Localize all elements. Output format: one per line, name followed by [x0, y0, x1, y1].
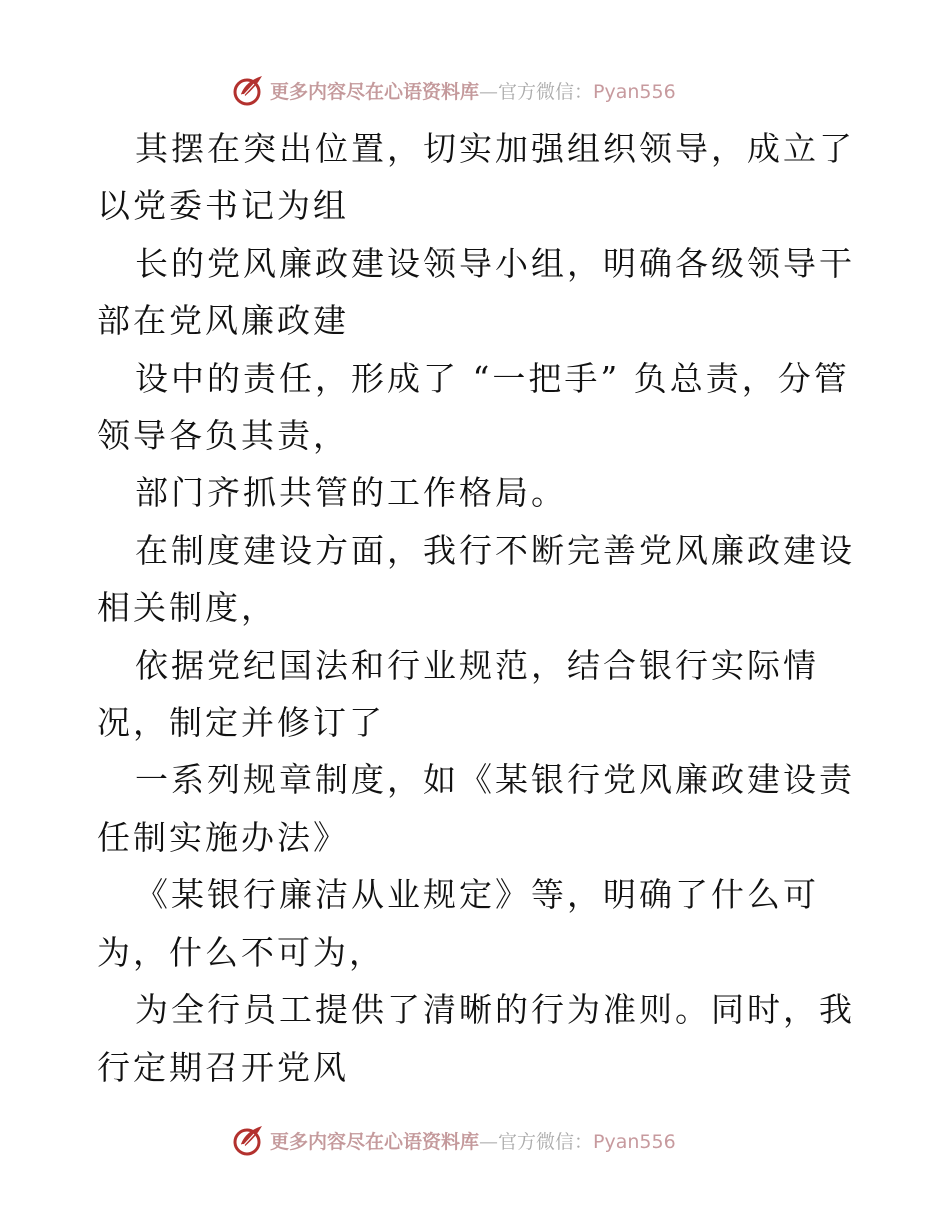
paragraph-5: 在制度建设方面，我行不断完善党风廉政建设相关制度， — [97, 530, 855, 628]
paragraph-8: 《某银行廉洁从业规定》等，明确了什么可为，什么不可为， — [97, 875, 819, 972]
header-watermark — [232, 70, 752, 110]
footer-watermark-text: 更多内容尽在心语资料库—官方微信：Pyan556 — [270, 1130, 676, 1153]
paragraph-7: 一系列规章制度，如《某银行党风廉政建设责任制实施办法》 — [97, 760, 855, 857]
paragraph-9: 为全行员工提供了清晰的行为准则。同时，我行定期召开党风 — [97, 990, 855, 1087]
paragraph-1: 其摆在突出位置，切实加强组织领导，成立了以党委书记为组 — [97, 129, 855, 226]
paragraph-4: 部门齐抓共管的工作格局。 — [135, 473, 567, 513]
document-body — [97, 120, 857, 1096]
footer-watermark — [232, 1120, 752, 1160]
paragraph-2: 长的党风廉政建设领导小组，明确各级领导干部在党风廉政建 — [97, 243, 855, 341]
feather-pen-logo-icon — [232, 1123, 266, 1157]
paragraph-6: 依据党纪国法和行业规范，结合银行实际情况，制定并修订了 — [97, 645, 819, 743]
feather-pen-logo-icon — [232, 73, 266, 107]
paragraph-3: 设中的责任，形成了 “一把手” 负总责，分管领导各负其责， — [97, 358, 850, 456]
header-watermark-text: 更多内容尽在心语资料库—官方微信：Pyan556 — [270, 80, 676, 103]
